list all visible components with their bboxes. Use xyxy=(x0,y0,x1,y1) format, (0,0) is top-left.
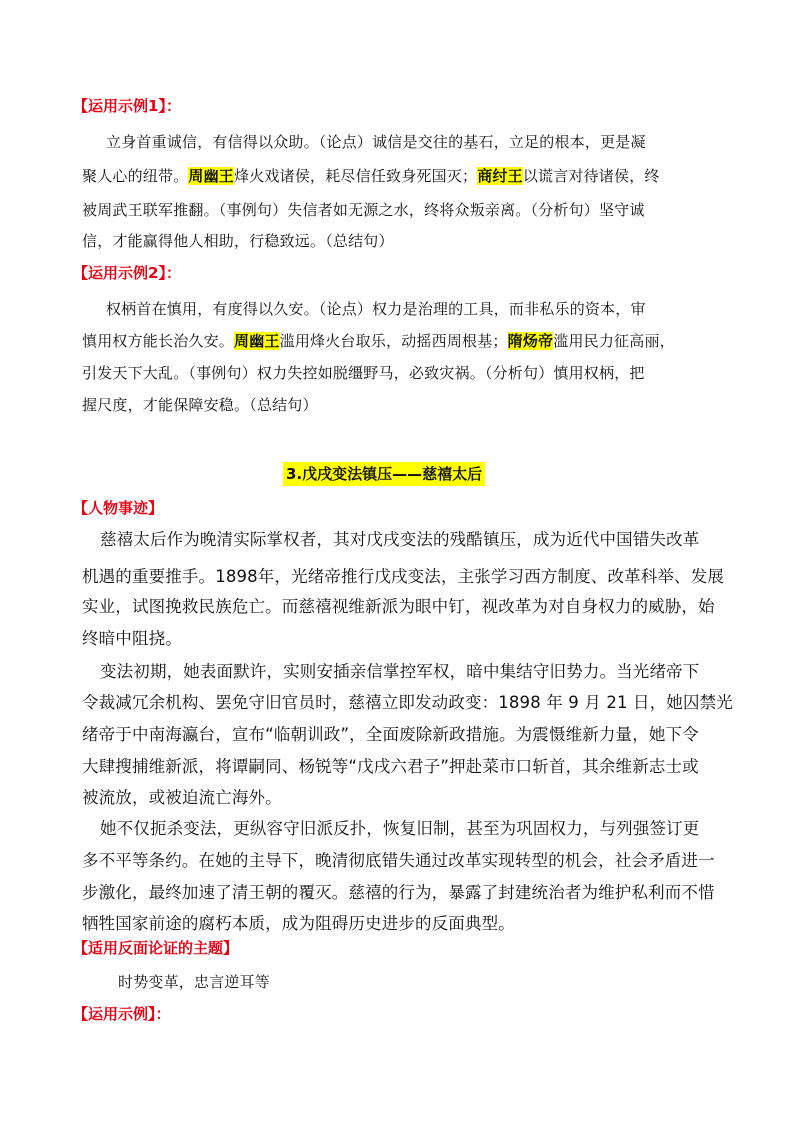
deeds-p2-line-2: 令裁减冗余机构、罢免守旧官员时，慈禧立即发动政变：1898 年 9 月 21 日，她囚禁光 xyxy=(82,693,733,712)
example-2-heading: 【运用示例2】： xyxy=(73,264,181,282)
deeds-p2-line-3: 绪帝于中南海瀛台，宣布“临朝训政”，全面废除新政措施。为震慑维新力量，她下令 xyxy=(82,725,699,744)
deeds-p1-line-1: 慈禧太后作为晚清实际掌权者，其对戊戌变法的残酷镇压，成为近代中国错失改革 xyxy=(100,530,700,549)
example-1-line-1: 立身首重诚信，有信得以众助。（论点）诚信是交往的基石，立足的根本，更是凝 xyxy=(106,133,646,151)
example-2-line-2-post: 滥用民力征高丽， xyxy=(553,332,675,350)
example-2-line-2-mid: 滥用烽火台取乐，动摇西周根基； xyxy=(279,332,508,350)
deeds-p3-line-3: 步激化，最终加速了清王朝的覆灭。慈禧的行为，暴露了封建统治者为维护私利而不惜 xyxy=(82,883,715,902)
example-2-line-2-pre: 慎用权方能长治久安。 xyxy=(82,332,235,350)
example-1-line-2-pre: 聚人心的纽带。 xyxy=(82,167,189,185)
example-1-line-4: 信，才能赢得他人相助，行稳致远。（总结句） xyxy=(82,232,394,250)
deeds-p3-line-1: 她不仅扼杀变法，更纵容守旧派反扑，恢复旧制，甚至为巩固权力，与列强签订更 xyxy=(100,819,700,838)
highlight-sui-yang-di: 隋炀帝 xyxy=(507,332,554,350)
highlight-shang-zhou-wang: 商纣王 xyxy=(477,167,523,185)
deeds-p3-line-4: 牺牲国家前途的腐朽本质，成为阻碍历史进步的反面典型。 xyxy=(82,914,515,933)
highlight-zhou-you-wang: 周幽王 xyxy=(188,167,235,185)
deeds-p1-line-4: 终暗中阻挠。 xyxy=(82,629,182,648)
deeds-p2-line-1: 变法初期，她表面默许，实则安插亲信掌控军权，暗中集结守旧势力。当光绪帝下 xyxy=(100,662,700,681)
deeds-p1-line-3: 实业，试图挽救民族危亡。而慈禧视维新派为眼中钉，视改革为对自身权力的威胁，始 xyxy=(82,597,715,616)
deeds-p2-line-4: 大肆搜捕维新派，将谭嗣同、杨锐等“戊戌六君子”押赴菜市口斩首，其余维新志士或 xyxy=(82,757,699,776)
example-2-line-2 xyxy=(82,329,732,353)
example-1-line-3: 被周武王联军推翻。（事例句）失信者如无源之水，终将众叛亲离。（分析句）坚守诚 xyxy=(82,201,645,219)
section-title: 3.戊戌变法镇压——慈禧太后 xyxy=(283,462,485,486)
example-2-line-4: 握尺度，才能保障安稳。（总结句） xyxy=(82,396,318,414)
deeds-p2-line-5: 被流放，或被迫流亡海外。 xyxy=(82,788,282,807)
themes-text: 时势变革，忠言逆耳等 xyxy=(118,973,271,991)
example-2-line-1: 权柄首在慎用，有度得以久安。（论点）权力是治理的工具，而非私乐的资本，审 xyxy=(106,300,646,318)
deeds-p1-line-2: 机遇的重要推手。1898年，光绪帝推行戊戌变法，主张学习西方制度、改革科举、发展 xyxy=(82,567,724,586)
example-1-line-2-mid: 烽火戏诸侯，耗尽信任致身死国灭； xyxy=(234,167,478,185)
example-1-line-2 xyxy=(82,164,732,188)
highlight-zhou-you-wang-2: 周幽王 xyxy=(234,332,280,350)
example-2-line-3: 引发天下大乱。（事例句）权力失控如脱缰野马，必致灾祸。（分析句）慎用权柄，把 xyxy=(82,364,645,382)
deeds-heading: 【人物事迹】 xyxy=(73,499,164,517)
example-1-heading: 【运用示例1】： xyxy=(73,97,181,115)
example-1-line-2-post: 以谎言对待诸侯，终 xyxy=(522,167,660,185)
deeds-p3-line-2: 多不平等条约。在她的主导下，晚清彻底错失通过改革实现转型的机会，社会矛盾进一 xyxy=(82,851,715,870)
themes-heading: 【适用反面论证的主题】 xyxy=(73,939,239,957)
example-3-heading: 【运用示例】： xyxy=(73,1005,171,1023)
